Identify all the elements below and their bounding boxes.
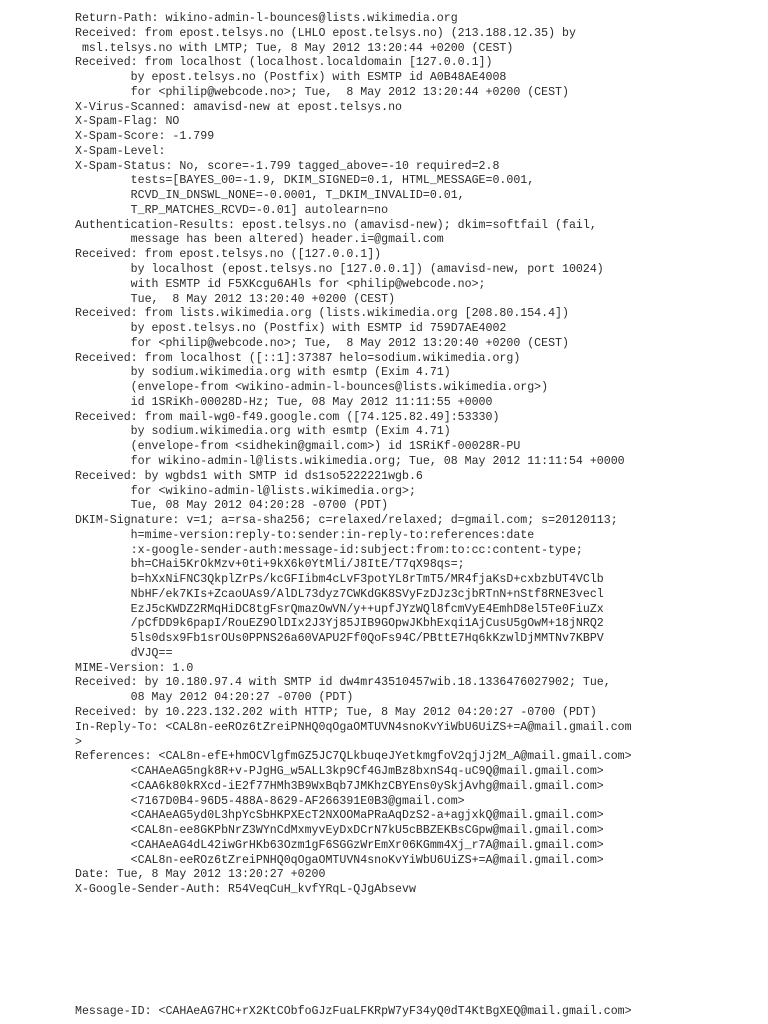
header-line: X-Google-Sender-Auth: R54VeqCuH_kvfYRqL-QJgAbsevw: [75, 883, 416, 897]
header-line: dVJQ==: [75, 646, 173, 660]
header-line: References: <CAL8n-efE+hmOCVlgfmGZ5JC7QLkbuqeJYetkmgfoV2qjJj2M_A@mail.gmail.com>: [75, 750, 632, 764]
header-line: Received: by wgbds1 with SMTP id ds1so5222221wgb.6: [75, 469, 423, 483]
header-line: by sodium.wikimedia.org with esmtp (Exim 4.71): [75, 366, 451, 380]
header-line: Tue, 08 May 2012 04:20:28 -0700 (PDT): [75, 499, 389, 513]
header-line: Tue, 8 May 2012 13:20:40 +0200 (CEST): [75, 292, 396, 306]
header-line: 08 May 2012 04:20:27 -0700 (PDT): [75, 691, 354, 705]
header-line: tests=[BAYES_00=-1.9, DKIM_SIGNED=0.1, HTML_MESSAGE=0.001,: [75, 174, 535, 188]
header-line: In-Reply-To: <CAL8n-eeROz6tZreiPNHQ0qOgaOMTUVN4snoKvYiWbU6UiZS+=A@mail.gmail.com: [75, 720, 632, 734]
header-line: RCVD_IN_DNSWL_NONE=-0.0001, T_DKIM_INVALID=0.01,: [75, 189, 465, 203]
header-line: Authentication-Results: epost.telsys.no (amavisd-new); dkim=softfail (fail,: [75, 218, 597, 232]
header-line: (envelope-from <sidhekin@gmail.com>) id 1SRiKf-00028R-PU: [75, 440, 521, 454]
header-line: bh=CHai5KrOkMzv+0ti+9kX6k0YtMli/J8ItE/T7qX98qs=;: [75, 558, 465, 572]
header-line: <CAHAeAG5yd0L3hpYcSbHKPXEcT2NXOOMaPRaAqDzS2-a+agjxkQ@mail.gmail.com>: [75, 809, 604, 823]
header-line: message has been altered) header.i=@gmail.com: [75, 233, 444, 247]
header-line: DKIM-Signature: v=1; a=rsa-sha256; c=relaxed/relaxed; d=gmail.com; s=20120113;: [75, 514, 618, 528]
header-line: NbHF/ek7KIs+ZcaoUAs9/AlDL73dyz7CWKdGK8SVyFzDJz3cjbRTnN+nStf8RNE3vecl: [75, 587, 604, 601]
header-line: b=hXxNiFNC3QkplZrPs/kcGFIibm4cLvF3potYL8rTmT5/MR4fjaKsD+cxbzbUT4VClb: [75, 573, 604, 587]
header-line: Received: from epost.telsys.no ([127.0.0.1]): [75, 248, 382, 262]
header-line: MIME-Version: 1.0: [75, 661, 194, 675]
header-line: /pCfDD9k6papI/RouEZ9OlDIx2J3Yj85JIB9GOpwJKbhExqi1AjCusU5gOwM+18jNRQ2: [75, 617, 604, 631]
header-line: Received: from epost.telsys.no (LHLO epost.telsys.no) (213.188.12.35) by: [75, 26, 576, 40]
header-line: Received: from lists.wikimedia.org (lists.wikimedia.org [208.80.154.4]): [75, 307, 569, 321]
header-line: id 1SRiKh-00028D-Hz; Tue, 08 May 2012 11:11:55 +0000: [75, 395, 493, 409]
header-line: with ESMTP id F5XKcgu6AHls for <philip@webcode.no>;: [75, 277, 486, 291]
header-line: Received: from localhost (localhost.localdomain [127.0.0.1]): [75, 56, 493, 70]
header-line: <CAL8n-eeROz6tZreiPNHQ0qOgaOMTUVN4snoKvYiWbU6UiZS+=A@mail.gmail.com>: [75, 853, 604, 867]
header-line: X-Spam-Flag: NO: [75, 115, 180, 129]
header-line: <CAHAeAG5ngk8R+v-PJgHG_w5ALL3kp9Cf4GJmBz8bxnS4q-uC9Q@mail.gmail.com>: [75, 765, 604, 779]
email-header-block: [75, 12, 632, 898]
header-line: for <philip@webcode.no>; Tue, 8 May 2012 13:20:44 +0200 (CEST): [75, 85, 569, 99]
header-line: by epost.telsys.no (Postfix) with ESMTP id A0B48AE4008: [75, 71, 507, 85]
header-line: :x-google-sender-auth:message-id:subject:from:to:cc:content-type;: [75, 543, 583, 557]
header-line: Received: by 10.223.132.202 with HTTP; Tue, 8 May 2012 04:20:27 -0700 (PDT): [75, 705, 597, 719]
header-line: EzJ5cKWDZ2RMqHiDC8tgFsrQmazOwVN/y++upfJYzWQl8fcmVyE4EmhD8el5Te0FiuZx: [75, 602, 604, 616]
header-line: X-Spam-Score: -1.799: [75, 130, 215, 144]
header-line: for wikino-admin-l@lists.wikimedia.org; Tue, 08 May 2012 11:11:54 +0000: [75, 454, 625, 468]
header-line: <7167D0B4-96D5-488A-8629-AF266391E0B3@gmail.com>: [75, 794, 465, 808]
header-line: Return-Path: wikino-admin-l-bounces@lists.wikimedia.org: [75, 12, 458, 25]
header-line: <CAL8n-ee8GKPbNrZ3WYnCdMxmyvEyDxDCrN7kU5cBBZEKBsCGpw@mail.gmail.com>: [75, 824, 604, 838]
header-line: <CAHAeAG4dL42iwGrHKb63Ozm1gF6SGGzWrEmXr06KGmm4Xj_r7A@mail.gmail.com>: [75, 838, 604, 852]
header-line: >: [75, 735, 82, 749]
header-line: T_RP_MATCHES_RCVD=-0.01] autolearn=no: [75, 203, 389, 217]
header-line: for <philip@webcode.no>; Tue, 8 May 2012 13:20:40 +0200 (CEST): [75, 336, 569, 350]
header-line: by epost.telsys.no (Postfix) with ESMTP id 759D7AE4002: [75, 322, 507, 336]
message-id-line: Message-ID: <CAHAeAG7HC+rX2KtCObfoGJzFuaLFKRpW7yF34yQ0dT4KtBgXEQ@mail.gmail.com>: [75, 1005, 632, 1018]
header-line: Received: by 10.180.97.4 with SMTP id dw4mr43510457wib.18.1336476027902; Tue,: [75, 676, 611, 690]
header-line: by sodium.wikimedia.org with esmtp (Exim 4.71): [75, 425, 451, 439]
header-line: h=mime-version:reply-to:sender:in-reply-to:references:date: [75, 528, 535, 542]
header-line: X-Virus-Scanned: amavisd-new at epost.telsys.no: [75, 100, 402, 114]
header-line: (envelope-from <wikino-admin-l-bounces@lists.wikimedia.org>): [75, 381, 549, 395]
header-line: by localhost (epost.telsys.no [127.0.0.1]) (amavisd-new, port 10024): [75, 263, 604, 277]
header-line: Date: Tue, 8 May 2012 13:20:27 +0200: [75, 868, 326, 882]
header-line: for <wikino-admin-l@lists.wikimedia.org>;: [75, 484, 416, 498]
header-line: Received: from localhost ([::1]:37387 helo=sodium.wikimedia.org): [75, 351, 521, 365]
header-line: <CAA6k80kRXcd-iE2f77HMh3B9WxBqb7JMKhzCBYEns0ySkjAvhg@mail.gmail.com>: [75, 779, 604, 793]
header-line: X-Spam-Level:: [75, 144, 166, 158]
header-line: X-Spam-Status: No, score=-1.799 tagged_above=-10 required=2.8: [75, 159, 500, 173]
header-line: msl.telsys.no with LMTP; Tue, 8 May 2012 13:20:44 +0200 (CEST): [75, 41, 514, 55]
header-line: Received: from mail-wg0-f49.google.com ([74.125.82.49]:53330): [75, 410, 500, 424]
header-line: 5ls0dsx9Fb1srOUs0PPNS26a60VAPU2Ff0QoFs94C/PBttE7Hq6kKzwlDjMMTNv7KBPV: [75, 632, 604, 646]
